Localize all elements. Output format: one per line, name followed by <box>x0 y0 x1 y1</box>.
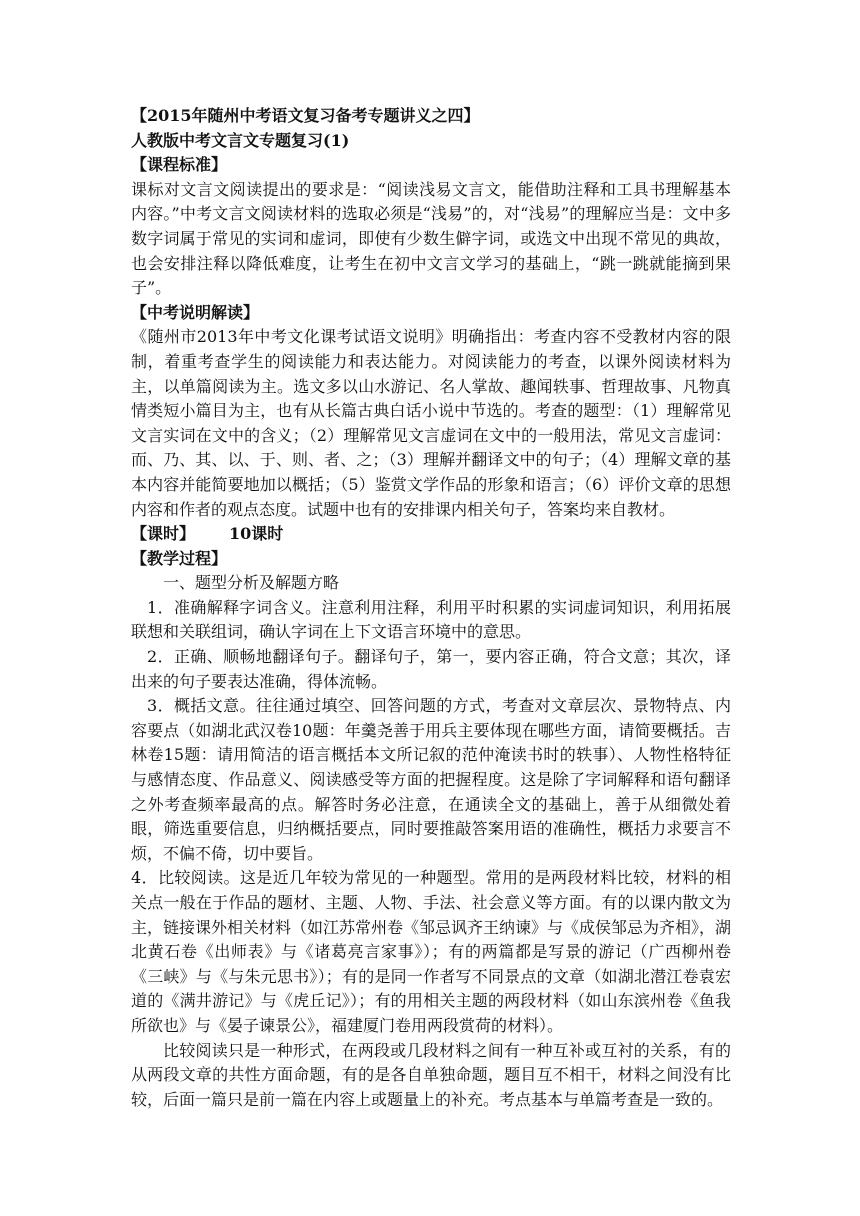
class-hours-heading: 【课时】 <box>131 524 196 544</box>
item-3-summarize-meaning: 3．概括文意。往往通过填空、回答问题的方式，考查对文章层次、景物特点、内容要点（如湖北武汉卷10题：年羹尧善于用兵主要体现在哪些方面，请简要概括。吉林卷15题：请用简洁的语言概括本文所记叙的范仲淹读书时的轶事）、人物性格特征与感情态度、作品意义、阅读感受等方面的把握程度。这是除了字词解释和语句翻译之外考查频率最高的点。解答时务必注意，在通读全文的基础上，善于从细微处着眼，筛选重要信息，归纳概括要点，同时要推敲答案用语的准确性，概括力求要言不烦，不偏不倚，切中要旨。 <box>131 696 731 863</box>
class-hours-line <box>131 522 731 547</box>
item-4-note-paragraph: 比较阅读只是一种形式，在两段或几段材料之间有一种互补或互衬的关系，有的从两段文章的共性方面命题，有的是各自单独命题，题目互不相干，材料之间没有比较，后面一篇只是前一篇在内容上或题量上的补充。考点基本与单篇考查是一致的。 <box>131 1040 731 1109</box>
class-hours-value: 10课时 <box>229 524 284 544</box>
exam-explanation-paragraph: 《随州市2013年中考文化课考试语文说明》明确指出：考查内容不受教材内容的限制，着重考查学生的阅读能力和表达能力。对阅读能力的考查，以课外阅读材料为主，以单篇阅读为主。选文多以山水游记、名人掌故、趣闻轶事、哲理故事、凡物真情类短小篇目为主，也有从长篇古典白话小说中节选的。考查的题型：（1）理解常见文言实词在文中的含义；（2）理解常见文言虚词在文中的一般用法，常见文言虚词：而、乃、其、以、于、则、者、之；（3）理解并翻译文中的句子；（4）理解文章的基本内容并能简要地加以概括；（5）鉴赏文学作品的形象和语言；（6）评价文章的思想内容和作者的观点态度。试题中也有的安排课内相关句子，答案均来自教材。 <box>131 327 731 519</box>
item-2-sentence-translation: 2．正确、顺畅地翻译句子。翻译句子，第一，要内容正确，符合文意；其次，译出来的句子要表达准确，得体流畅。 <box>131 647 731 691</box>
item-1-word-meaning: 1．准确解释字词含义。注意利用注释，利用平时积累的实词虚词知识，利用拓展联想和关联组词，确认字词在上下文语言环境中的意思。 <box>131 597 731 642</box>
exam-explanation-heading: 【中考说明解读】 <box>131 302 260 322</box>
teaching-process-heading: 【教学过程】 <box>131 548 228 568</box>
course-standard-heading: 【课程标准】 <box>131 155 228 175</box>
course-standard-paragraph: 课标对文言文阅读提出的要求是：“阅读浅易文言文，能借助注释和工具书理解基本内容。”中考文言文阅读材料的选取必须是“浅易”的，对“浅易”的理解应当是：文中多数字词属于常见的实词和虚词，即使有少数生僻字词，或选文中出现不常见的典故，也会安排注释以降低难度，让考生在初中文言文学习的基础上，“跳一跳就能摘到果子”。 <box>131 179 731 298</box>
doc-title-series: 【2015年随州中考语文复习备考专题讲义之四】 <box>131 106 480 125</box>
doc-title-main: 人教版中考文言文专题复习(1) <box>131 130 350 150</box>
section-heading-question-types: 一、题型分析及解题方略 <box>163 573 340 593</box>
document-page <box>131 104 731 1112</box>
item-4-comparative-reading: 4．比较阅读。这是近几年较为常见的一种题型。常用的是两段材料比较，材料的相关点一般在于作品的题材、主题、人物、手法、社会意义等方面。有的以课内散文为主，链接课外相关材料（如江苏常州卷《邹忌讽齐王纳谏》与《成侯邹忌为齐相》，湖北黄石卷《出师表》与《诸葛亮言家事》）；有的两篇都是写景的游记（广西柳州卷《三峡》与《与朱元思书》）；有的是同一作者写不同景点的文章（如湖北潜江卷袁宏道的《满井游记》与《虎丘记》）；有的用相关主题的两段材料（如山东滨州卷《鱼我所欲也》与《晏子谏景公》，福建厦门卷用两段赏荷的材料）。 <box>131 868 732 1035</box>
